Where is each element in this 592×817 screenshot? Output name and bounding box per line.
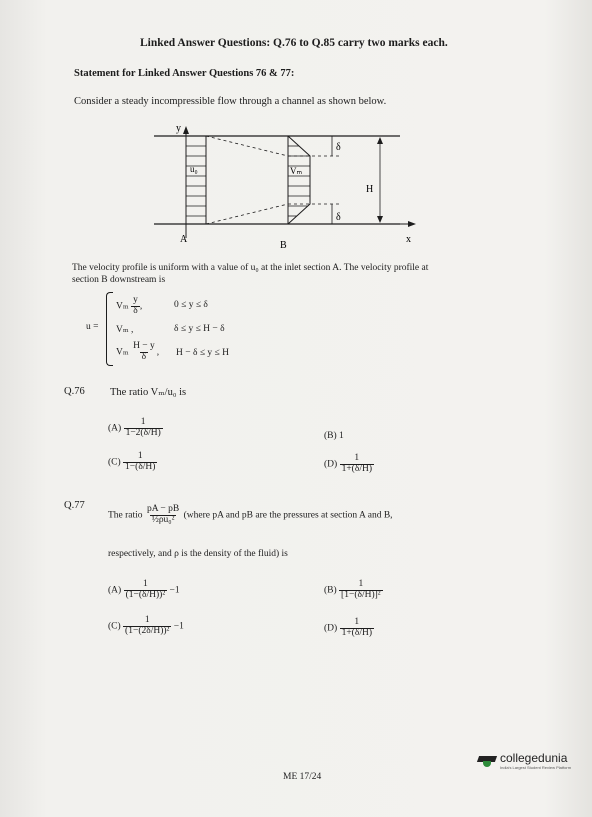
q76-b-label: (B) (324, 431, 337, 441)
q76-a-num: 1 (140, 417, 146, 427)
q76-c-num: 1 (137, 451, 143, 461)
collegedunia-logo (478, 752, 571, 770)
q76-a-den: 1−2(δ/H) (125, 427, 161, 438)
q77-c-label: (C) (108, 621, 121, 632)
q77-ratio-frac (145, 505, 181, 526)
q77-a-label: (A) (108, 585, 122, 596)
page-number: ME 17/24 (283, 772, 322, 782)
x-axis-arrow (408, 221, 416, 227)
case-3: Vₘ $\frac{H - y}{\delta}$ , (116, 341, 160, 362)
section-b-label: B (280, 240, 287, 251)
channel-figure (110, 120, 430, 252)
logo-text-block (500, 752, 571, 770)
inlet-arrows (186, 146, 206, 216)
q77-stem-pre: The ratio (108, 510, 143, 521)
h-label: H (366, 184, 374, 195)
q77-option-b[interactable] (324, 580, 383, 601)
q77-c-tail: −1 (173, 621, 184, 632)
case3-num: H − y (133, 341, 155, 351)
q77-stem (108, 505, 393, 526)
q76-d-num: 1 (354, 453, 360, 463)
q77-b-frac (339, 580, 383, 601)
case1-frac (131, 296, 140, 317)
q76-number: Q.76 (64, 386, 85, 397)
q77-d-frac (340, 618, 374, 639)
outlet-arrows (288, 146, 310, 216)
q77-b-num: 1 (358, 579, 364, 589)
q77-stem-post: (where pA and pB are the pressures at section A and B, (183, 510, 393, 521)
delta-top-label: δ (336, 142, 341, 153)
graduation-cap-icon (478, 754, 496, 768)
section-a-label: A (180, 234, 188, 245)
q77-d-num: 1 (354, 617, 360, 627)
statement-heading: Statement for Linked Answer Questions 76 & 77: (74, 68, 295, 79)
u-equals: u = (86, 322, 99, 332)
q76-b-text: 1 (339, 431, 344, 441)
q77-stem-line-2: respectively, and ρ is the density of the fluid) is (108, 549, 288, 559)
delta-bottom-label: δ (336, 212, 341, 223)
case1-vm: Vₘ (116, 301, 129, 312)
q76-option-a[interactable] (108, 418, 163, 439)
q77-a-frac (124, 580, 168, 601)
case3-frac (131, 342, 157, 363)
q76-a-label: (A) (108, 423, 122, 434)
q77-d-label: (D) (324, 623, 338, 634)
q77-b-label: (B) (324, 585, 337, 596)
case3-vm: Vₘ (116, 347, 129, 358)
case1-condition: 0 ≤ y ≤ δ (174, 300, 208, 310)
profile-line-2: section B downstream is (72, 275, 166, 285)
q76-c-frac (123, 452, 157, 473)
case2-expr: Vₘ , (116, 325, 134, 335)
q76-option-c[interactable] (108, 452, 157, 473)
intro-text: Consider a steady incompressible flow through a channel as shown below. (74, 96, 387, 107)
case1-den: δ (133, 305, 138, 316)
logo-tagline: India's Largest Student Review Platform (500, 765, 572, 770)
piecewise-brace (106, 292, 113, 366)
q77-ratio-den: ½ρu₀² (151, 514, 175, 525)
h-arrow-top (377, 137, 383, 144)
case-1: Vₘ $\frac{y}{\delta}$ , (116, 295, 143, 316)
q77-c-num: 1 (144, 615, 150, 625)
h-arrow-bottom (377, 216, 383, 223)
q76-c-label: (C) (108, 457, 121, 468)
outlet-profile (288, 136, 310, 224)
logo-brand: collegedunia (500, 751, 568, 765)
q77-number: Q.77 (64, 500, 85, 511)
u0-label: u₀ (190, 164, 198, 174)
q76-a-frac (124, 418, 163, 439)
y-axis-label: y (176, 123, 181, 134)
q77-option-d[interactable] (324, 618, 374, 639)
q77-option-a[interactable] (108, 580, 180, 601)
bl-top-dashed (206, 136, 288, 156)
q77-d-den: 1+(δ/H) (341, 627, 372, 638)
case3-condition: H − δ ≤ y ≤ H (176, 348, 229, 358)
q76-option-d[interactable] (324, 454, 374, 475)
q77-option-c[interactable] (108, 616, 184, 637)
q76-option-b[interactable] (324, 431, 344, 441)
x-axis-label: x (406, 234, 411, 245)
q76-d-den: 1+(δ/H) (341, 463, 372, 474)
y-axis-arrow (183, 126, 189, 134)
q76-c-den: 1−(δ/H) (125, 461, 156, 472)
q77-ratio-num: pA − pB (146, 504, 180, 514)
vm-label: Vₘ (290, 166, 303, 176)
case1-num: y (133, 295, 138, 305)
profile-line-1: The velocity profile is uniform with a value of u₀ at the inlet section A. The velocity profile at (72, 263, 429, 273)
q77-a-tail: −1 (169, 585, 180, 596)
q76-stem: The ratio Vₘ/u₀ is (110, 387, 187, 398)
q76-d-label: (D) (324, 459, 338, 470)
q77-a-num: 1 (143, 579, 148, 589)
case2-condition: δ ≤ y ≤ H − δ (174, 324, 225, 334)
linked-answer-heading: Linked Answer Questions: Q.76 to Q.85 carry two marks each. (140, 37, 448, 49)
q77-b-den: [1−(δ/H)]² (341, 589, 381, 600)
q76-d-frac (340, 454, 374, 475)
case3-den: δ (141, 351, 147, 362)
q77-a-den: (1−(δ/H))² (125, 589, 166, 600)
q77-c-den: (1−(2δ/H))² (125, 625, 170, 636)
bl-bottom-dashed (206, 204, 288, 224)
q77-c-frac (123, 616, 171, 637)
